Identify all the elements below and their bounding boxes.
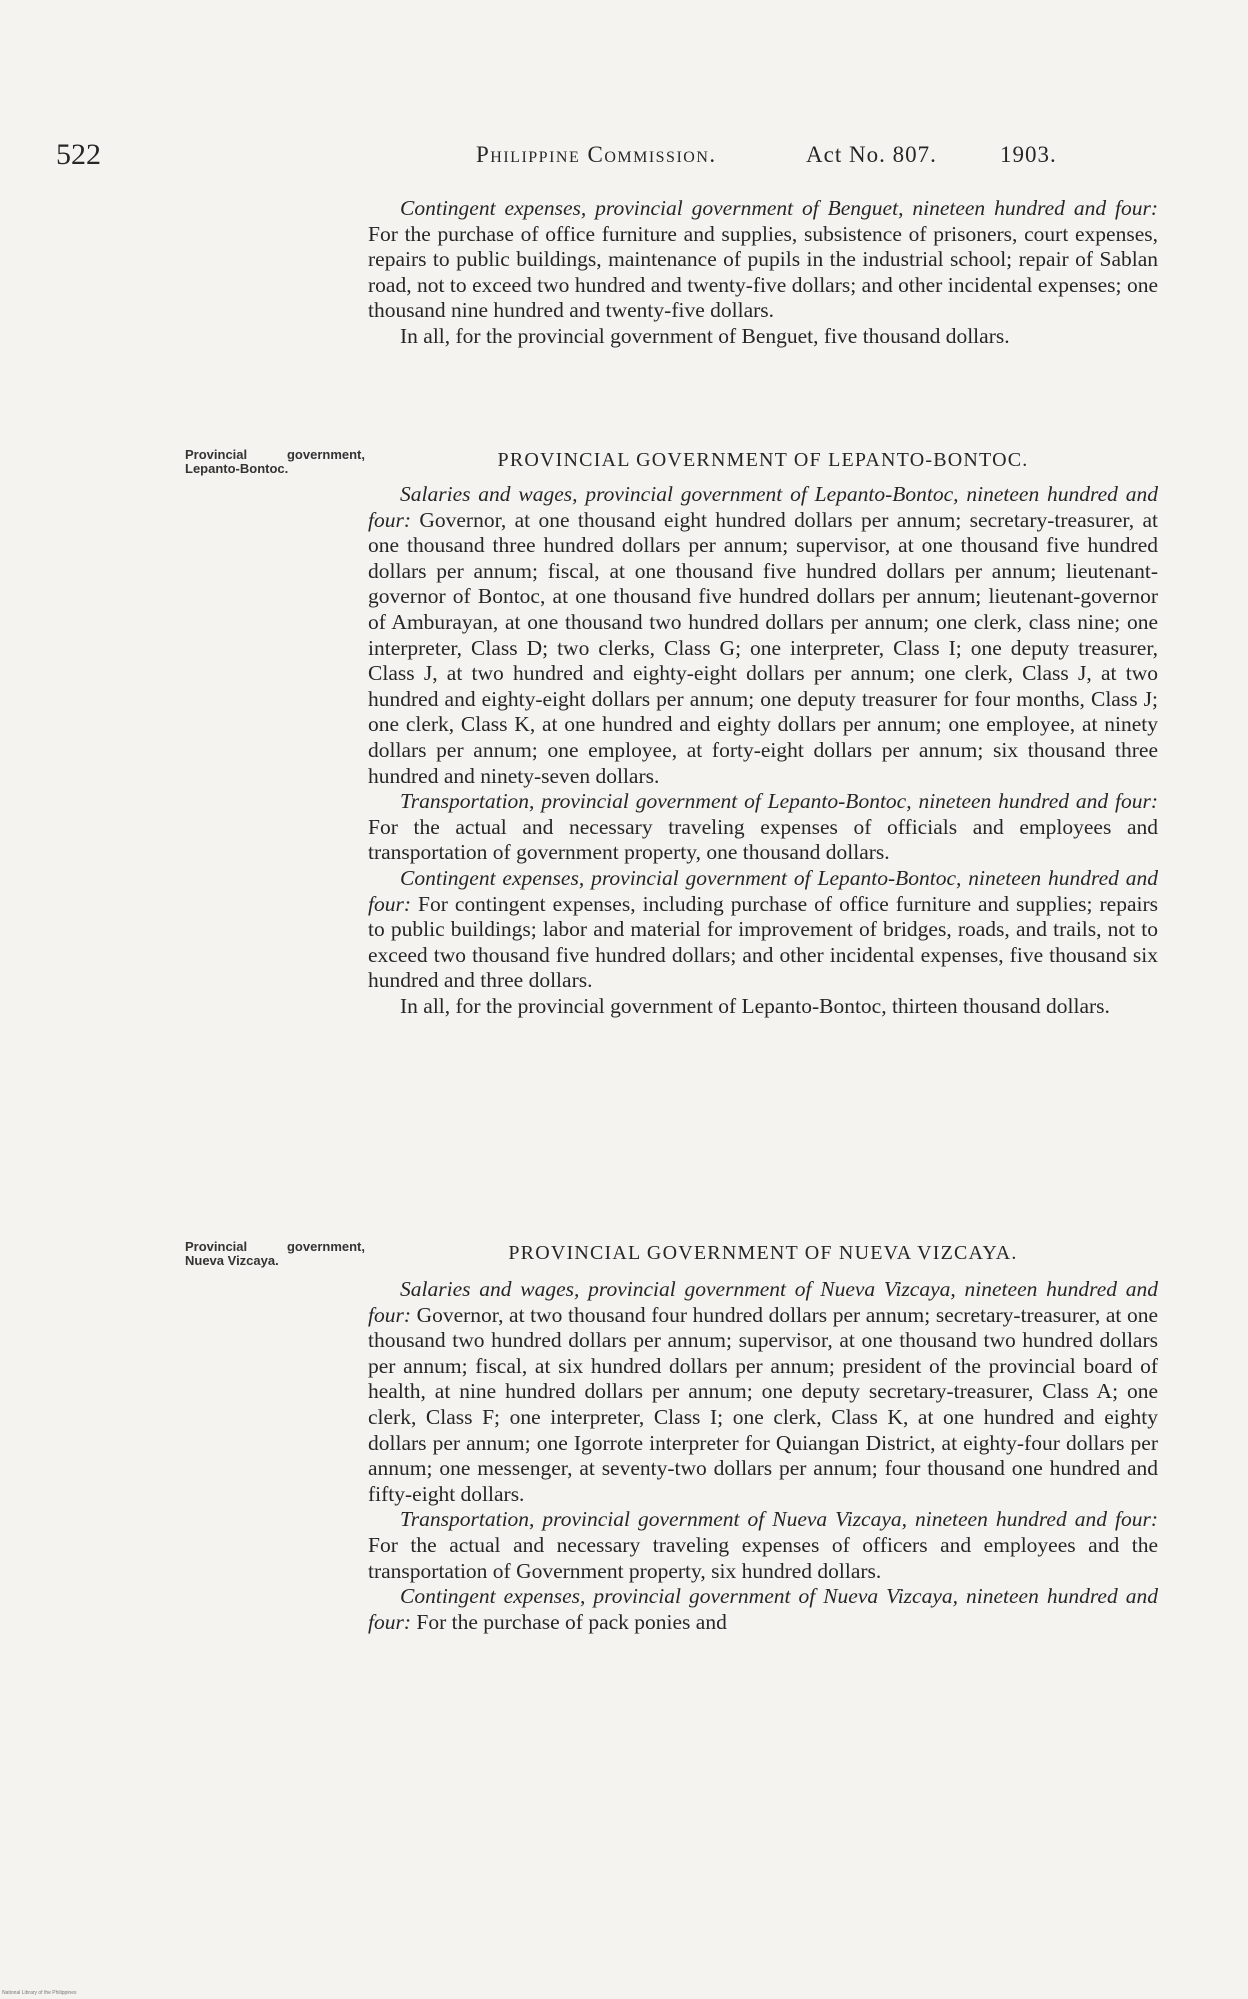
paragraph <box>368 1277 1158 1507</box>
paragraph <box>368 482 1158 789</box>
section-heading-lepanto-bontoc: PROVINCIAL GOVERNMENT OF LEPANTO-BONTOC. <box>497 449 1029 471</box>
margin-note-lepanto-bontoc: Provincial government, Lepanto-Bontoc. <box>185 447 365 476</box>
running-head-title: Philippine Commission. <box>476 142 717 167</box>
paragraph-lead: Transportation, provincial government of Lepanto-Bontoc, nineteen hundred and four: <box>400 789 1158 814</box>
paragraph-lead: Contingent expenses, provincial government of Lepanto-Bontoc, nineteen hundred and four: <box>368 865 1158 916</box>
paragraph-lead: Contingent expenses, provincial government of Benguet, nineteen hundred and four: <box>400 196 1158 220</box>
paragraph <box>368 196 1158 324</box>
paragraph-text: For contingent expenses, including purchase of office furniture and supplies; repairs to public buildings; labor and material for improvement of bridges, roads, and trails, not to exceed two thousand five hundred dollars; and other incidental expenses, five thousand six hundred and three dollars. <box>368 891 1158 993</box>
paragraph-text: For the actual and necessary traveling expenses of officials and employees and transportation of government property, one thousand dollars. <box>368 814 1158 865</box>
paragraph-text: For the purchase of office furniture and supplies, subsistence of prisoners, court expenses, repairs to public buildings, maintenance of pupils in the industrial school; repair of Sablan road, not to exceed two hundred and twenty-five dollars; and other incidental expenses; one thousand nine hundred and twenty-five dollars. <box>368 221 1158 323</box>
nueva-vizcaya-block <box>368 1277 1158 1635</box>
paragraph-lead: Salaries and wages, provincial government of Lepanto-Bontoc, nineteen hundred and four: <box>368 482 1158 532</box>
paragraph <box>368 866 1158 994</box>
paragraph <box>368 1507 1158 1584</box>
running-head-year: 1903. <box>1000 142 1057 167</box>
paragraph-lead: Contingent expenses, provincial government of Nueva Vizcaya, nineteen hundred and four: <box>368 1584 1158 1634</box>
paragraph <box>368 1584 1158 1635</box>
paragraph-text: Governor, at one thousand eight hundred dollars per annum; secretary-treasurer, at one thousand three hundred dollars per annum; supervisor, at one thousand five hundred dollars per annum; fiscal, at one thousand five hundred dollars per annum; lieutenant-governor of Bontoc, at one thousand five hundred dollars per annum; lieutenant-governor of Amburayan, at one thousand two hundred dollars per annum; one clerk, class nine; one interpreter, Class D; two clerks, Class G; one interpreter, Class I; one deputy treasurer, Class J, at two hundred and eighty-eight dollars per annum; one clerk, Class J, at two hundred and eighty-eight dollars per annum; one deputy treasurer for four months, Class J; one clerk, Class K, at one hundred and eighty dollars per annum; one employee, at ninety dollars per annum; one employee, at forty-eight dollars per annum; six thousand three hundred and ninety-seven dollars. <box>368 507 1158 788</box>
margin-note-nueva-vizcaya: Provincial government, Nueva Vizcaya. <box>185 1239 365 1268</box>
paragraph-text: For the actual and necessary traveling expenses of officers and employees and the transportation of Government property, six hundred dollars. <box>368 1532 1158 1583</box>
section-heading-nueva-vizcaya: PROVINCIAL GOVERNMENT OF NUEVA VIZCAYA. <box>508 1242 1018 1264</box>
running-head-act: Act No. 807. <box>806 142 937 167</box>
benguet-block <box>368 196 1158 350</box>
lepanto-bontoc-block <box>368 482 1158 1019</box>
paragraph-text: For the purchase of pack ponies and <box>411 1609 727 1634</box>
footer-credit: National Library of the Philippines <box>2 1990 77 1996</box>
paragraph-text: In all, for the provincial government of Lepanto-Bontoc, thirteen thousand dollars. <box>400 993 1110 1018</box>
paragraph-lead: Transportation, provincial government of Nueva Vizcaya, nineteen hundred and four: <box>400 1507 1158 1532</box>
paragraph-text: Governor, at two thousand four hundred dollars per annum; secretary-treasurer, at one thousand two hundred dollars per annum; supervisor, at one thousand two hundred dollars per annum; fiscal, at six hundred dollars per annum; president of the provincial board of health, at nine hundred dollars per annum; one deputy secretary-treasurer, Class A; one clerk, Class F; one interpreter, Class I; one clerk, Class K, at one hundred and eighty dollars per annum; one Igorrote interpreter for Quiangan District, at eighty-four dollars per annum; one messenger, at seventy-two dollars per annum; four thousand one hundred and fifty-eight dollars. <box>368 1302 1158 1506</box>
paragraph <box>368 789 1158 866</box>
paragraph-lead: Salaries and wages, provincial government of Nueva Vizcaya, nineteen hundred and four: <box>368 1277 1158 1327</box>
page-number: 522 <box>56 138 101 171</box>
paragraph-text: In all, for the provincial government of Benguet, five thousand dollars. <box>400 323 1010 348</box>
running-head <box>0 138 1248 178</box>
paragraph <box>368 994 1158 1020</box>
paragraph <box>368 324 1158 350</box>
